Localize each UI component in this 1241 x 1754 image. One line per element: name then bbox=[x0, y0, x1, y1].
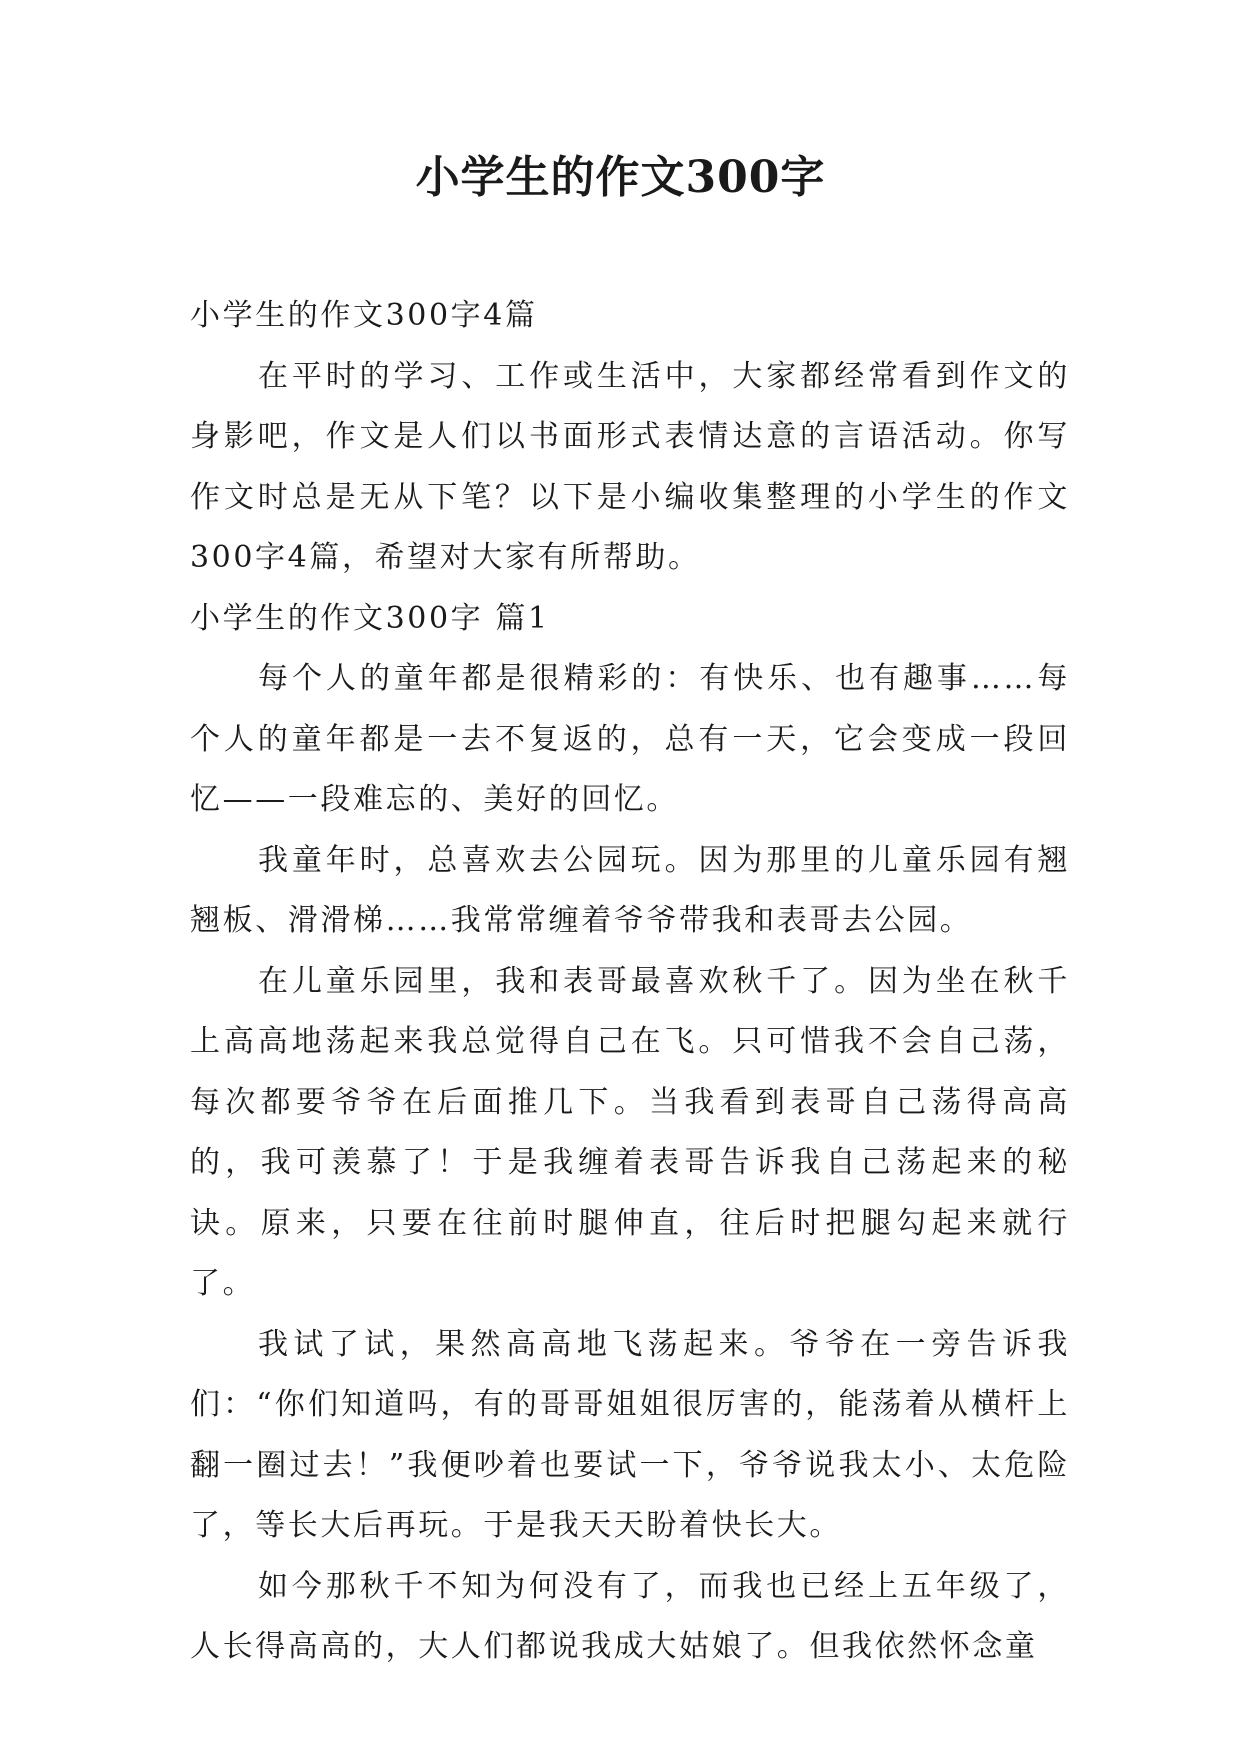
body-paragraph: 每个人的童年都是很精彩的：有快乐、也有趣事……每个人的童年都是一去不复返的，总有一天，它会变成一段回忆——一段难忘的、美好的回忆。 bbox=[190, 661, 1070, 817]
document-title: 小学生的作文300字 bbox=[415, 152, 826, 203]
document-subtitle: 小学生的作文300字4篇 bbox=[190, 298, 538, 333]
body-paragraph: 如今那秋千不知为何没有了，而我也已经上五年级了，人长得高高的，大人们都说我成大姑娘了。但我依然怀念童 bbox=[190, 1568, 1070, 1664]
section-heading: 小学生的作文300字 篇1 bbox=[190, 600, 550, 636]
intro-paragraph: 在平时的学习、工作或生活中，大家都经常看到作文的身影吧，作文是人们以书面形式表情达意的言语活动。你写作文时总是无从下笔？以下是小编收集整理的小学生的作文300字4篇，希望对大家有所帮助。 bbox=[190, 358, 1070, 575]
body-paragraph: 我试了试，果然高高地飞荡起来。爷爷在一旁告诉我们：“你们知道吗，有的哥哥姐姐很厉害的，能荡着从横杆上翻一圈过去！”我便吵着也要试一下，爷爷说我太小、太危险了，等长大后再玩。于是我天天盼着快长大。 bbox=[190, 1326, 1070, 1543]
body-paragraph: 我童年时，总喜欢去公园玩。因为那里的儿童乐园有翘翘板、滑滑梯……我常常缠着爷爷带我和表哥去公园。 bbox=[190, 842, 1070, 938]
body-paragraph: 在儿童乐园里，我和表哥最喜欢秋千了。因为坐在秋千上高高地荡起来我总觉得自己在飞。只可惜我不会自己荡，每次都要爷爷在后面推几下。当我看到表哥自己荡得高高的，我可羡慕了！于是我缠着表哥告诉我自己荡起来的秘诀。原来，只要在往前时腿伸直，往后时把腿勾起来就行了。 bbox=[190, 963, 1070, 1301]
document-body bbox=[190, 286, 1070, 1678]
